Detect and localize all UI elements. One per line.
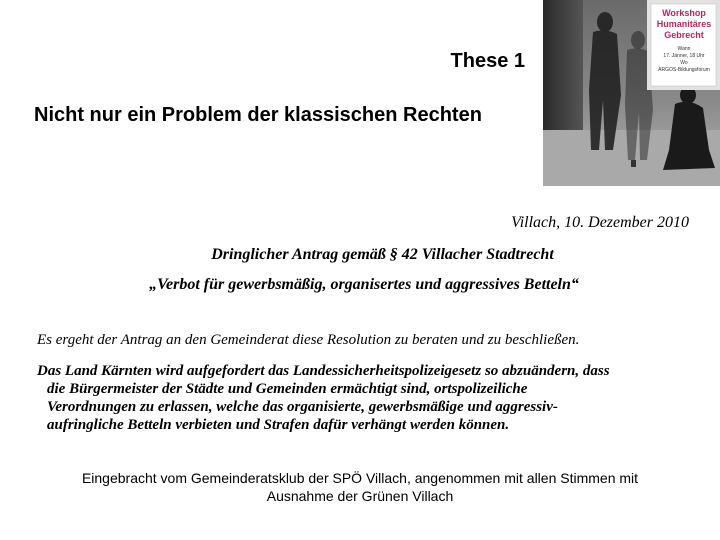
- poster-line-1: Workshop: [662, 8, 706, 18]
- footer-line-2: Ausnahme der Grünen Villach: [266, 488, 454, 504]
- document-date: Villach, 10. Dezember 2010: [511, 214, 689, 231]
- poster-small-3: Wo: [680, 60, 688, 66]
- poster-small-1: Wann: [677, 46, 691, 52]
- document-heading: Dringlicher Antrag gemäß § 42 Villacher Stadtrecht: [211, 246, 554, 263]
- begging-photo: [543, 0, 720, 186]
- slide-number-title: These 1: [450, 50, 525, 72]
- poster-line-3: Gebrecht: [664, 30, 704, 40]
- poster-small-4: ARGOS-Bildungsforum: [658, 67, 710, 73]
- resolution-line: Das Land Kärnten wird aufgefordert das Landessicherheitspolizeigesetz so abzuändern, dass: [37, 363, 610, 379]
- photo-image: [543, 0, 720, 186]
- document-resolution: [37, 362, 697, 434]
- footer-line-1: Eingebracht vom Gemeinderatsklub der SPÖ Villach, angenommen mit allen Stimmen mit: [81, 470, 639, 486]
- resolution-line: die Bürgermeister der Städte und Gemeinden ermächtigt sind, ortspolizeiliche: [47, 381, 528, 397]
- resolution-line: aufringliche Betteln verbieten und Strafen dafür verhängt werden können.: [47, 417, 510, 433]
- document-intro: Es ergeht der Antrag an den Gemeinderat diese Resolution zu beraten und zu beschließen.: [37, 332, 580, 348]
- poster-small-2: 17. Jänner, 18 Uhr: [663, 53, 705, 59]
- slide-subtitle: Nicht nur ein Problem der klassischen Rechten: [34, 104, 482, 126]
- document-title: „Verbot für gewerbsmäßig, organisertes und aggressives Betteln“: [149, 276, 579, 293]
- footer-note: [0, 469, 720, 505]
- poster-line-2: Humanitäres: [656, 19, 712, 29]
- resolution-line: Verordnungen zu erlassen, welche das organisierte, gewerbsmäßige und aggressiv-: [47, 399, 558, 415]
